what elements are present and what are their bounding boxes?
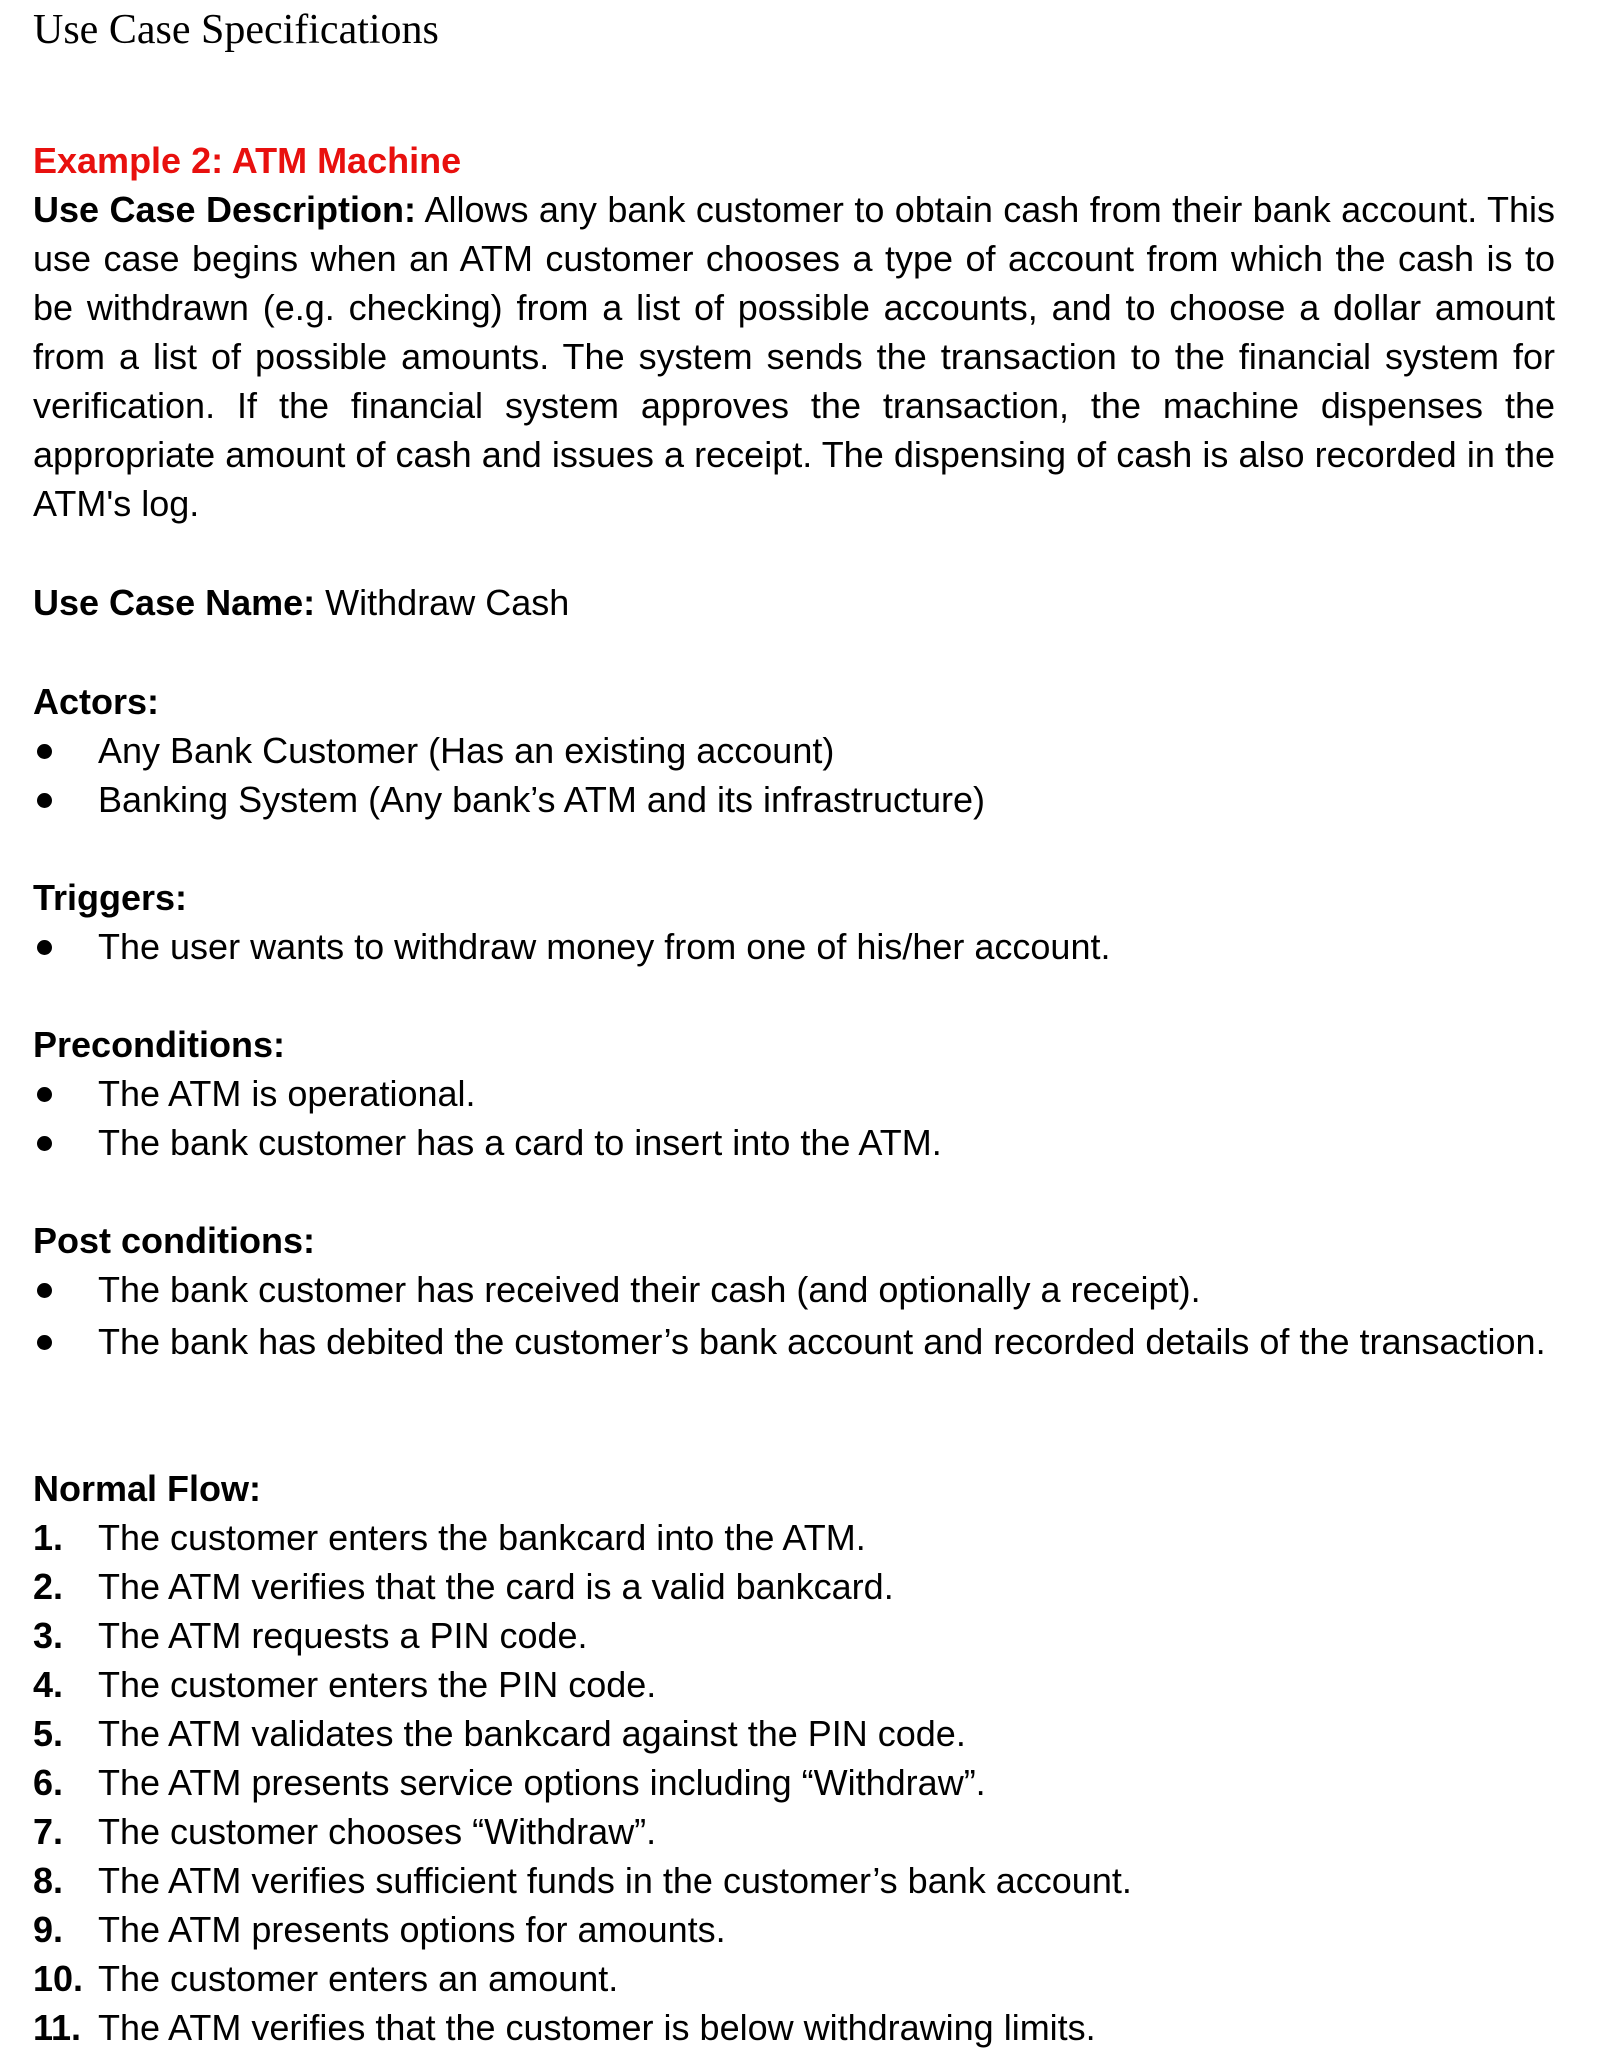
name-value: Withdraw Cash: [325, 582, 570, 623]
bullet-icon: [37, 744, 52, 759]
normal-flow-heading: Normal Flow:: [33, 1468, 262, 1509]
actors-heading: Actors:: [33, 681, 160, 722]
bullet-icon: [37, 1335, 52, 1350]
flow-step: 1. The customer enters the bankcard into the ATM.: [33, 1517, 866, 1558]
list-item: The bank has debited the customer’s bank account and recorded details of the transaction.: [33, 1317, 1555, 1366]
bullet-icon: [37, 1087, 52, 1102]
description-label: Use Case Description:: [33, 189, 416, 230]
flow-step: 6. The ATM presents service options including “Withdraw”.: [33, 1762, 986, 1803]
use-case-description: [33, 185, 1555, 528]
list-item: The bank customer has received their cash (and optionally a receipt).: [33, 1265, 1555, 1314]
flow-step: 8. The ATM verifies sufficient funds in the customer’s bank account.: [33, 1860, 1132, 1901]
postconditions-list: [33, 1265, 1555, 1366]
normal-flow-section: [33, 1464, 1555, 2052]
description-text: Allows any bank customer to obtain cash from their bank account. This use case begins when an ATM customer chooses a type of account from which the cash is to be withdrawn (e.g. checking) from a list of possible accounts, and to choose a dollar amount from a list of possible amounts. The system sends the transaction to the financial system for verification. If the financial system approves the transaction, the machine dispenses the appropriate amount of cash and issues a receipt. The dispensing of cash is also recorded in the ATM's log.: [33, 189, 1555, 524]
page-title: Use Case Specifications: [33, 7, 439, 53]
actors-list: [33, 726, 1555, 824]
flow-step: 2. The ATM verifies that the card is a valid bankcard.: [33, 1566, 894, 1607]
flow-step: 4. The customer enters the PIN code.: [33, 1664, 657, 1705]
list-item: Any Bank Customer (Has an existing account): [33, 726, 1555, 775]
list-item: Banking System (Any bank’s ATM and its infrastructure): [33, 775, 1555, 824]
preconditions-list: [33, 1069, 1555, 1167]
postconditions-section: [33, 1216, 1555, 1366]
flow-step: 10. The customer enters an amount.: [33, 1958, 619, 1999]
flow-step: 5. The ATM validates the bankcard against the PIN code.: [33, 1713, 966, 1754]
normal-flow-steps: [33, 1513, 1555, 2052]
triggers-list: [33, 922, 1555, 971]
use-case-name: [33, 578, 569, 627]
preconditions-section: [33, 1020, 1555, 1167]
list-item: The bank customer has a card to insert into the ATM.: [33, 1118, 1555, 1167]
triggers-section: [33, 873, 1555, 971]
postconditions-heading: Post conditions:: [33, 1220, 315, 1261]
actors-section: [33, 677, 1555, 824]
flow-step: 3. The ATM requests a PIN code.: [33, 1615, 588, 1656]
list-item: The user wants to withdraw money from one of his/her account.: [33, 922, 1555, 971]
bullet-icon: [37, 793, 52, 808]
triggers-heading: Triggers:: [33, 877, 188, 918]
flow-step: 11. The ATM verifies that the customer is below withdrawing limits.: [33, 2007, 1096, 2048]
name-label: Use Case Name:: [33, 582, 316, 623]
bullet-icon: [37, 940, 52, 955]
flow-step: 9. The ATM presents options for amounts.: [33, 1909, 726, 1950]
bullet-icon: [37, 1136, 52, 1151]
list-item: The ATM is operational.: [33, 1069, 1555, 1118]
flow-step: 7. The customer chooses “Withdraw”.: [33, 1811, 657, 1852]
preconditions-heading: Preconditions:: [33, 1024, 286, 1065]
bullet-icon: [37, 1283, 52, 1298]
example-heading: Example 2: ATM Machine: [33, 140, 462, 181]
